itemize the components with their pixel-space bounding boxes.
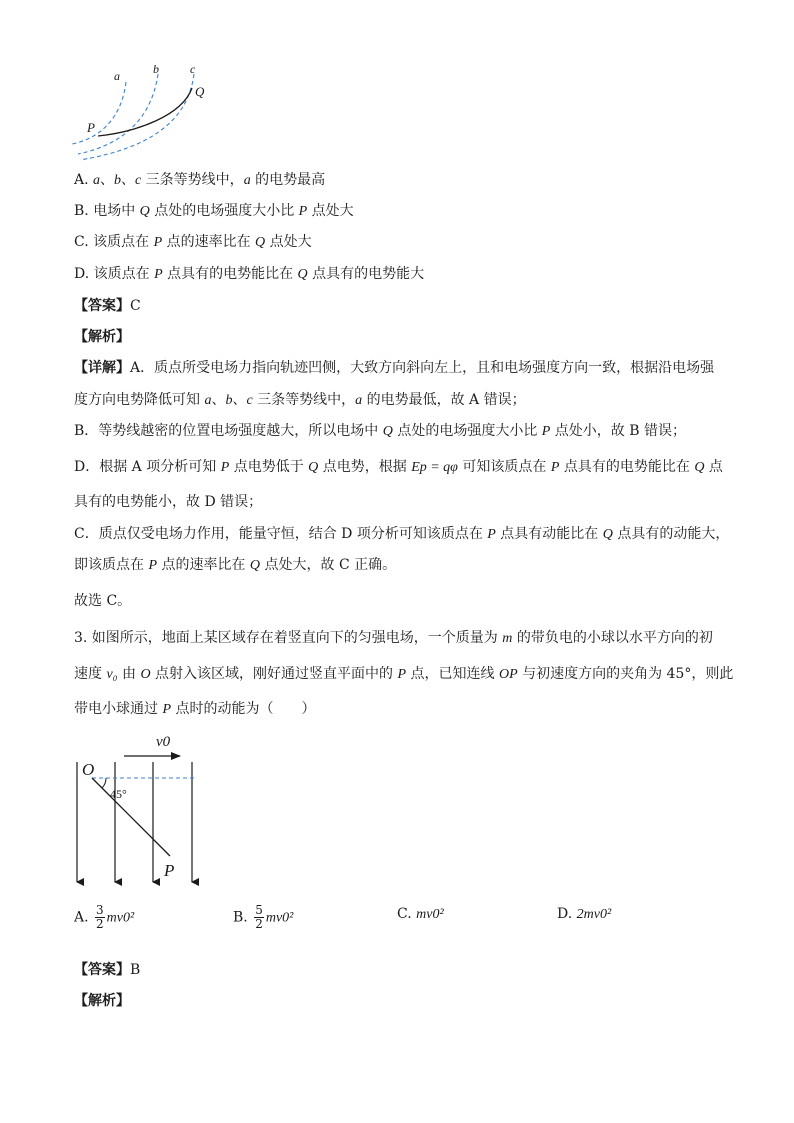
label-45: 45° bbox=[110, 787, 127, 801]
field-figure bbox=[66, 728, 206, 888]
q3-option-b: B. $\frac{5}{2}$ mv0² bbox=[233, 903, 294, 931]
q3-analysis-heading: 【解析】 bbox=[74, 993, 130, 1009]
q3-option-a: A. $\frac{3}{2}$ mv0² bbox=[74, 903, 135, 931]
option-d: D. 该质点在 P 点具有的电势能比在 Q 点具有的电势能大 bbox=[74, 266, 425, 282]
option-b: B. 电场中 Q 点处的电场强度大小比 P 点处大 bbox=[74, 203, 354, 219]
option-c: C. 该质点在 P 点的速率比在 Q 点处大 bbox=[74, 234, 312, 250]
op-line bbox=[92, 778, 170, 856]
q3-option-d: D. 2mv0² bbox=[557, 906, 612, 922]
q3-stem-line-2: 速度 v₀ 由 O 点射入该区域，刚好通过竖直平面中的 P 点，已知连线 OP 与初速度方向的夹角为 45°，则此 bbox=[74, 666, 734, 682]
detail-line-6: C．质点仅受电场力作用，能量守恒，结合 D 项分析可知该质点在 P 点具有动能比在 Q 点具有的动能大， bbox=[74, 526, 730, 542]
detail-line-3: B．等势线越密的位置电场强度越大，所以电场中 Q 点处的电场强度大小比 P 点处小，故 B 错误； bbox=[74, 423, 686, 439]
q3-option-c: C. mv0² bbox=[397, 906, 444, 922]
detail-line-8: 故选 C。 bbox=[74, 593, 132, 609]
detail-line-5: 具有的电势能小，故 D 错误； bbox=[74, 494, 263, 510]
option-a: A. a、b、c 三条等势线中，a 的电势最高 bbox=[74, 172, 326, 188]
label-P: P bbox=[87, 120, 95, 135]
q3-answer-line: 【答案】B bbox=[74, 962, 141, 978]
detail-line-2: 度方向电势降低可知 a、b、c 三条等势线中，a 的电势最低，故 A 错误； bbox=[74, 392, 526, 408]
label-b: b bbox=[153, 62, 159, 76]
equipotential-line-a bbox=[72, 82, 126, 144]
detail-line-4: D．根据 A 项分析可知 P 点电势低于 Q 点电势，根据 Ep = qφ 可知该质点在 P 点具有的电势能比在 Q 点 bbox=[74, 459, 723, 475]
label-a: a bbox=[114, 69, 120, 83]
q3-stem-line-1: 3. 如图所示，地面上某区域存在着竖直向下的匀强电场，一个质量为 m 的带负电的小球以水平方向的初 bbox=[74, 630, 713, 646]
label-Q: Q bbox=[195, 84, 205, 99]
equipotential-line-b bbox=[78, 74, 158, 154]
equipotential-figure bbox=[64, 58, 224, 168]
answer-line: 【答案】C bbox=[74, 298, 141, 314]
label-O: O bbox=[82, 760, 95, 779]
detail-line-1: 【详解】A．质点所受电场力指向轨迹凹侧，大致方向斜向左上，且和电场强度方向一致，根据沿电场强 bbox=[74, 360, 715, 376]
angle-arc bbox=[102, 778, 106, 788]
equipotential-line-c bbox=[80, 74, 194, 160]
label-c: c bbox=[190, 62, 196, 76]
trajectory-curve bbox=[98, 88, 192, 136]
potential-energy-formula: Ep = qφ bbox=[411, 460, 458, 475]
fraction-3-2: $\frac{3}{2}$ bbox=[96, 903, 104, 931]
analysis-heading: 【解析】 bbox=[74, 329, 130, 345]
label-v0: v0 bbox=[156, 734, 171, 750]
fraction-5-2: $\frac{5}{2}$ bbox=[255, 903, 263, 931]
q3-stem-line-3: 带电小球通过 P 点时的动能为（ ） bbox=[74, 701, 316, 717]
detail-line-7: 即该质点在 P 点的速率比在 Q 点处大，故 C 正确。 bbox=[74, 557, 397, 573]
label-P-fig2: P bbox=[164, 861, 175, 880]
